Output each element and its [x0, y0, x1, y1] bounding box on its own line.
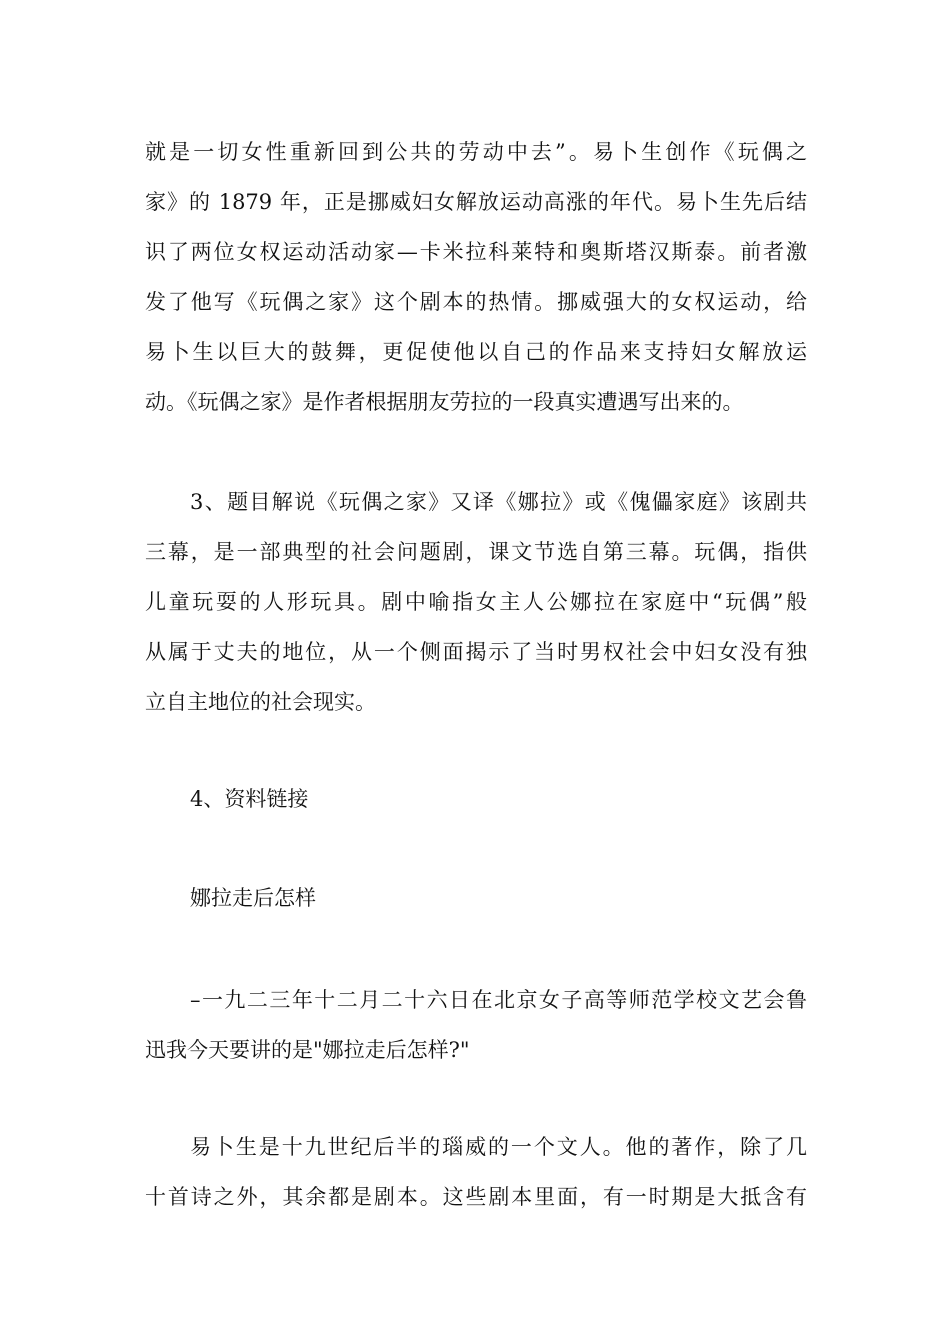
paragraph-1-line-5: 易卜生以巨大的鼓舞，更促使他以自己的作品来支持妇女解放运	[145, 340, 807, 364]
paragraph-6-line-1: 易卜生是十九世纪后半的瑙威的一个文人。他的著作，除了几	[190, 1135, 807, 1159]
paragraph-1-line-4: 发了他写《玩偶之家》这个剧本的热情。挪威强大的女权运动，给	[145, 290, 807, 314]
paragraph-2-line-5: 立自主地位的社会现实。	[145, 690, 376, 714]
paragraph-2-line-2: 三幕，是一部典型的社会问题剧，课文节选自第三幕。玩偶，指供	[145, 540, 807, 564]
paragraph-1-line-3: 识了两位女权运动活动家—卡米拉科莱特和奥斯塔汉斯泰。前者激	[145, 240, 807, 264]
essay-title: 娜拉走后怎样	[190, 886, 316, 910]
paragraph-2-line-4: 从属于丈夫的地位，从一个侧面揭示了当时男权社会中妇女没有独	[145, 640, 807, 664]
paragraph-1-line-1: 就是一切女性重新回到公共的劳动中去”。易卜生创作《玩偶之	[145, 140, 807, 164]
section-heading-resource-links: 4、资料链接	[190, 787, 309, 811]
paragraph-6-line-2: 十首诗之外，其余都是剧本。这些剧本里面，有一时期是大抵含有	[145, 1185, 807, 1209]
paragraph-2-line-3: 儿童玩耍的人形玩具。剧中喻指女主人公娜拉在家庭中“玩偶”般	[145, 590, 807, 614]
paragraph-2-line-1: 3、题目解说《玩偶之家》又译《娜拉》或《傀儡家庭》该剧共	[190, 490, 807, 514]
paragraph-1-line-2: 家》的 1879 年，正是挪威妇女解放运动高涨的年代。易卜生先后结	[145, 190, 807, 214]
paragraph-5-line-1: –一九二三年十二月二十六日在北京女子高等师范学校文艺会鲁	[190, 988, 807, 1012]
paragraph-1-line-6: 动。《玩偶之家》是作者根据朋友劳拉的一段真实遭遇写出来的。	[145, 390, 744, 414]
paragraph-5-line-2: 迅我今天要讲的是"娜拉走后怎样?"	[145, 1038, 470, 1062]
